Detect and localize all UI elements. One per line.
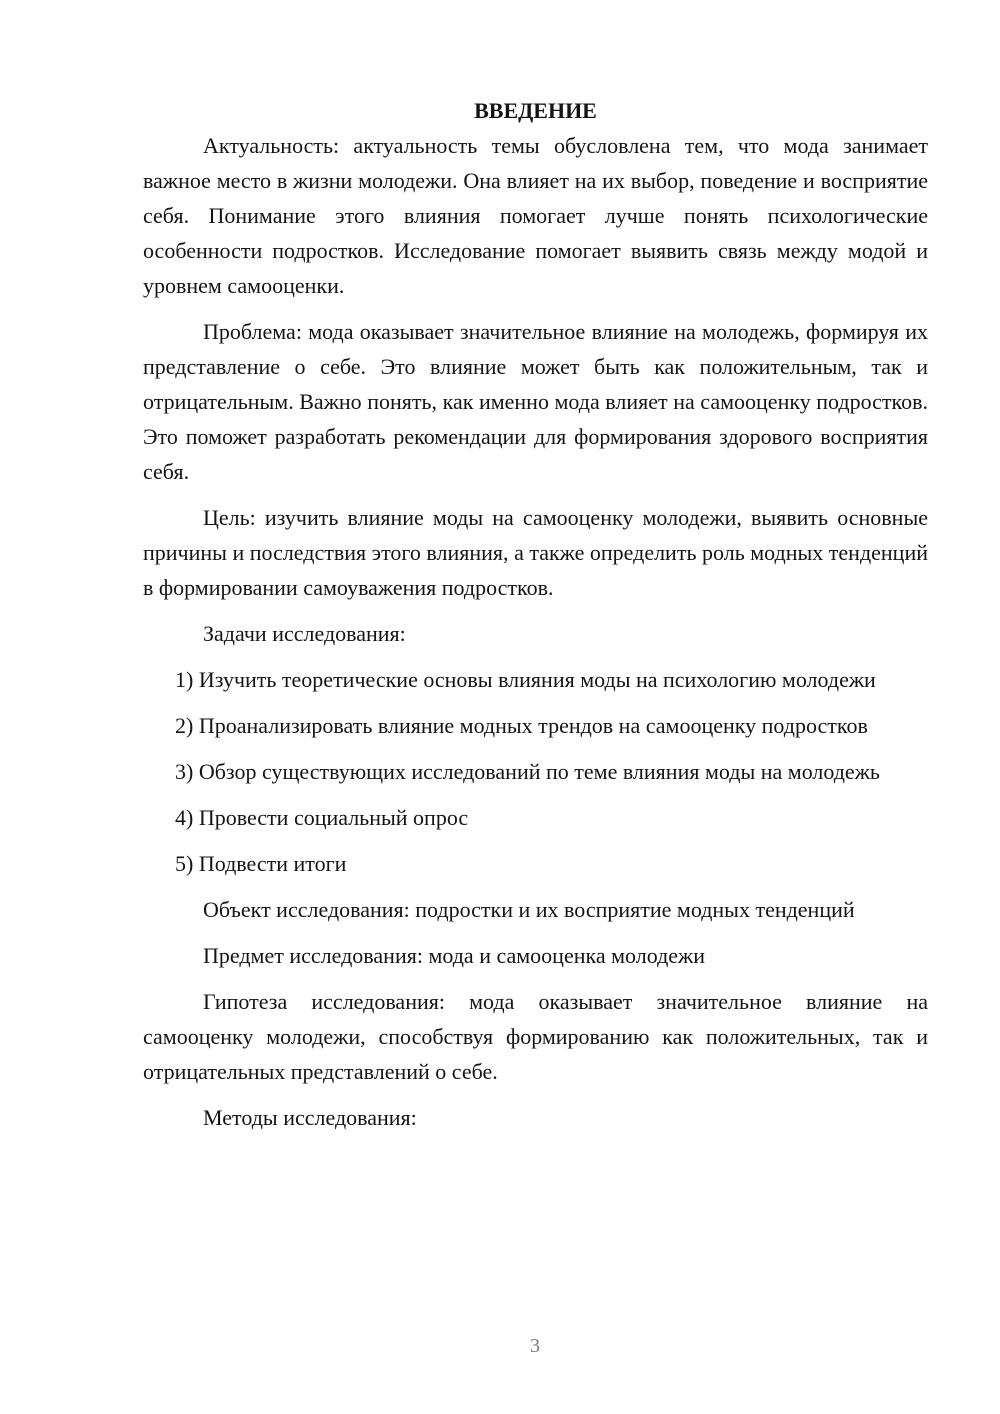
task-item-5: 5) Подвести итоги [175, 851, 347, 876]
task-item-3: 3) Обзор существующих исследований по теме влияния моды на молодежь [175, 759, 880, 784]
paragraph-methods: Методы исследования: [203, 1105, 417, 1130]
page-content [143, 93, 928, 1135]
task-item-4: 4) Провести социальный опрос [175, 805, 469, 830]
paragraph-tasks-heading: Задачи исследования: [203, 621, 406, 646]
task-item-2: 2) Проанализировать влияние модных трендов на самооценку подростков [175, 713, 868, 738]
paragraph-problem: Проблема: мода оказывает значительное влияние на молодежь, формируя их представление о себе. Это влияние может быть как положительным, так и отрицательным. Важно понять, как именно мода влияет на самооценку подростков. Это поможет разработать рекомендации для формирования здорового восприятия себя. [143, 319, 928, 484]
task-item-1: 1) Изучить теоретические основы влияния моды на психологию молодежи [175, 667, 876, 692]
paragraph-object: Объект исследования: подростки и их восприятие модных тенденций [203, 897, 855, 922]
paragraph-relevance: Актуальность: актуальность темы обусловлена тем, что мода занимает важное место в жизни молодежи. Она влияет на их выбор, поведение и восприятие себя. Понимание этого влияния помогает лучше понять психологические особенности подростков. Исследование помогает выявить связь между модой и уровнем самооценки. [143, 133, 928, 298]
paragraph-goal: Цель: изучить влияние моды на самооценку молодежи, выявить основные причины и последствия этого влияния, а также определить роль модных тенденций в формировании самоуважения подростков. [143, 505, 928, 600]
paragraph-subject: Предмет исследования: мода и самооценка молодежи [203, 943, 706, 968]
paragraph-hypothesis: Гипотеза исследования: мода оказывает значительное влияние на самооценку молодежи, способствуя формированию как положительных, так и отрицательных представлений о себе. [143, 989, 928, 1084]
page-number: 3 [530, 1335, 540, 1357]
section-title: ВВЕДЕНИЕ [474, 98, 597, 123]
